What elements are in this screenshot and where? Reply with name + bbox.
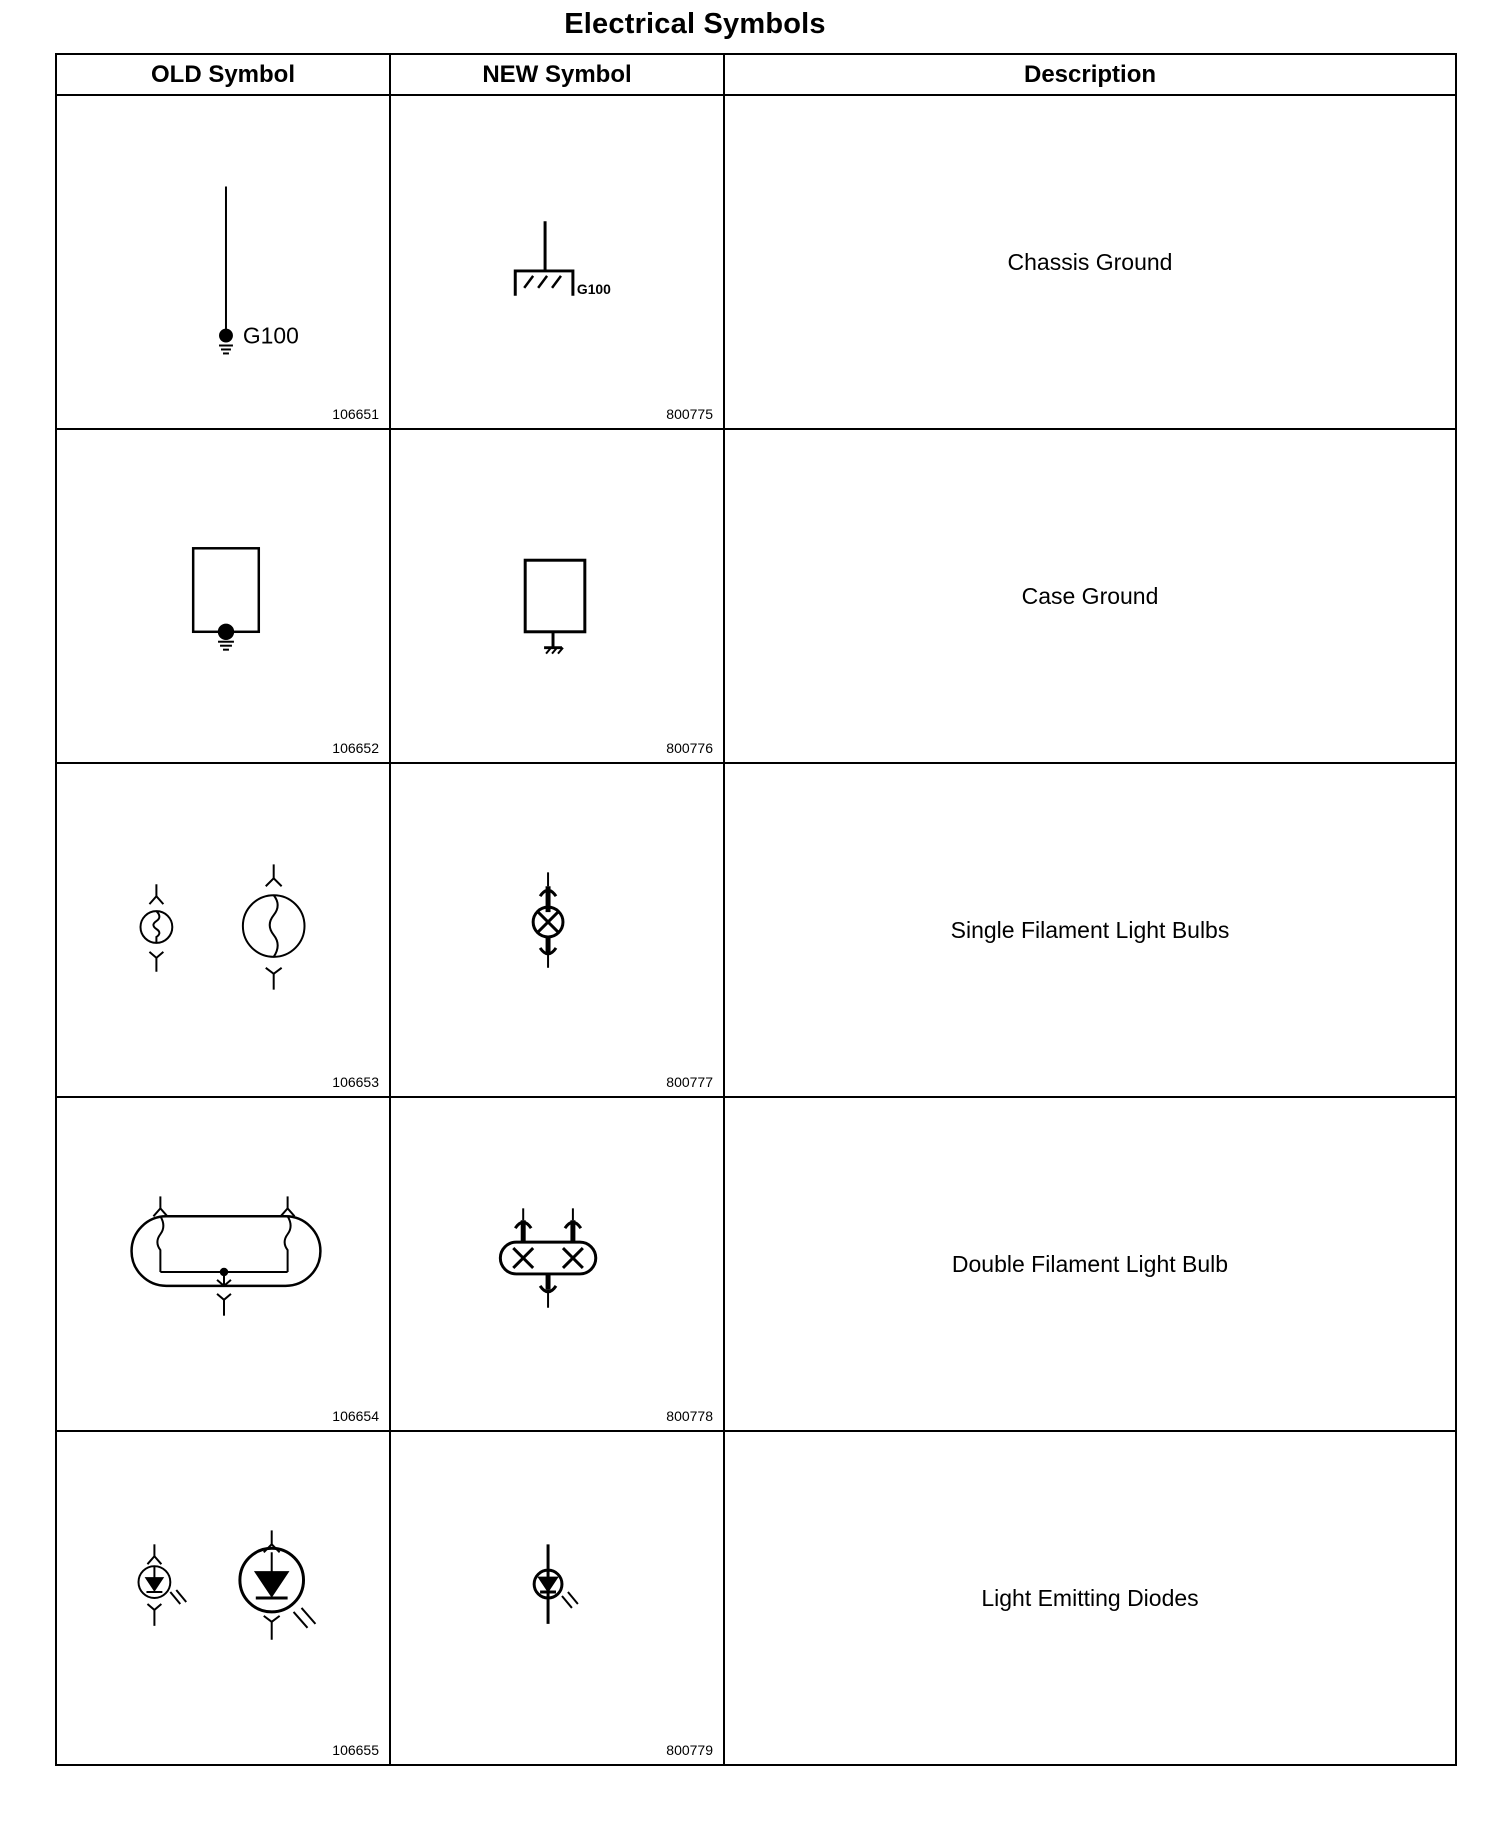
page-title: Electrical Symbols <box>564 8 826 40</box>
old-case-ground-icon <box>57 430 389 762</box>
description-cell: Light Emitting Diodes <box>724 1431 1456 1765</box>
old-symbol-cell <box>56 95 390 429</box>
old-ground-label: G100 <box>242 322 299 349</box>
old-symbol-code: 106652 <box>332 740 379 756</box>
new-symbol-code: 800778 <box>666 1408 713 1424</box>
new-case-ground-icon <box>391 430 723 762</box>
header-description: Description <box>724 54 1456 95</box>
new-symbol-cell <box>390 429 724 763</box>
new-led-icon <box>391 1432 723 1764</box>
description-cell: Chassis Ground <box>724 95 1456 429</box>
description-cell: Single Filament Light Bulbs <box>724 763 1456 1097</box>
symbols-table <box>55 53 1457 1766</box>
new-symbol-code: 800775 <box>666 406 713 422</box>
description-cell: Case Ground <box>724 429 1456 763</box>
header-new-symbol: NEW Symbol <box>390 54 724 95</box>
new-single-filament-bulb-icon <box>391 764 723 1096</box>
old-led-icon <box>57 1432 389 1764</box>
old-double-filament-bulb-icon <box>57 1098 389 1430</box>
new-ground-label: G100 <box>576 280 611 297</box>
table-row <box>56 1431 1456 1765</box>
old-chassis-ground-icon <box>57 96 389 428</box>
old-symbol-code: 106651 <box>332 406 379 422</box>
table-row <box>56 763 1456 1097</box>
old-symbol-cell <box>56 763 390 1097</box>
new-double-filament-bulb-icon <box>391 1098 723 1430</box>
new-symbol-cell <box>390 1431 724 1765</box>
description-cell: Double Filament Light Bulb <box>724 1097 1456 1431</box>
table-row <box>56 1097 1456 1431</box>
header-row <box>56 54 1456 95</box>
old-symbol-cell <box>56 1431 390 1765</box>
new-symbol-code: 800777 <box>666 1074 713 1090</box>
old-symbol-cell <box>56 1097 390 1431</box>
old-symbol-code: 106653 <box>332 1074 379 1090</box>
old-single-filament-bulb-icon <box>57 764 389 1096</box>
table-row <box>56 95 1456 429</box>
new-symbol-cell <box>390 1097 724 1431</box>
new-symbol-cell <box>390 95 724 429</box>
new-symbol-code: 800776 <box>666 740 713 756</box>
header-old-symbol: OLD Symbol <box>56 54 390 95</box>
new-chassis-ground-icon <box>391 96 723 428</box>
old-symbol-code: 106655 <box>332 1742 379 1758</box>
new-symbol-cell <box>390 763 724 1097</box>
table-row <box>56 429 1456 763</box>
new-symbol-code: 800779 <box>666 1742 713 1758</box>
old-symbol-cell <box>56 429 390 763</box>
old-symbol-code: 106654 <box>332 1408 379 1424</box>
